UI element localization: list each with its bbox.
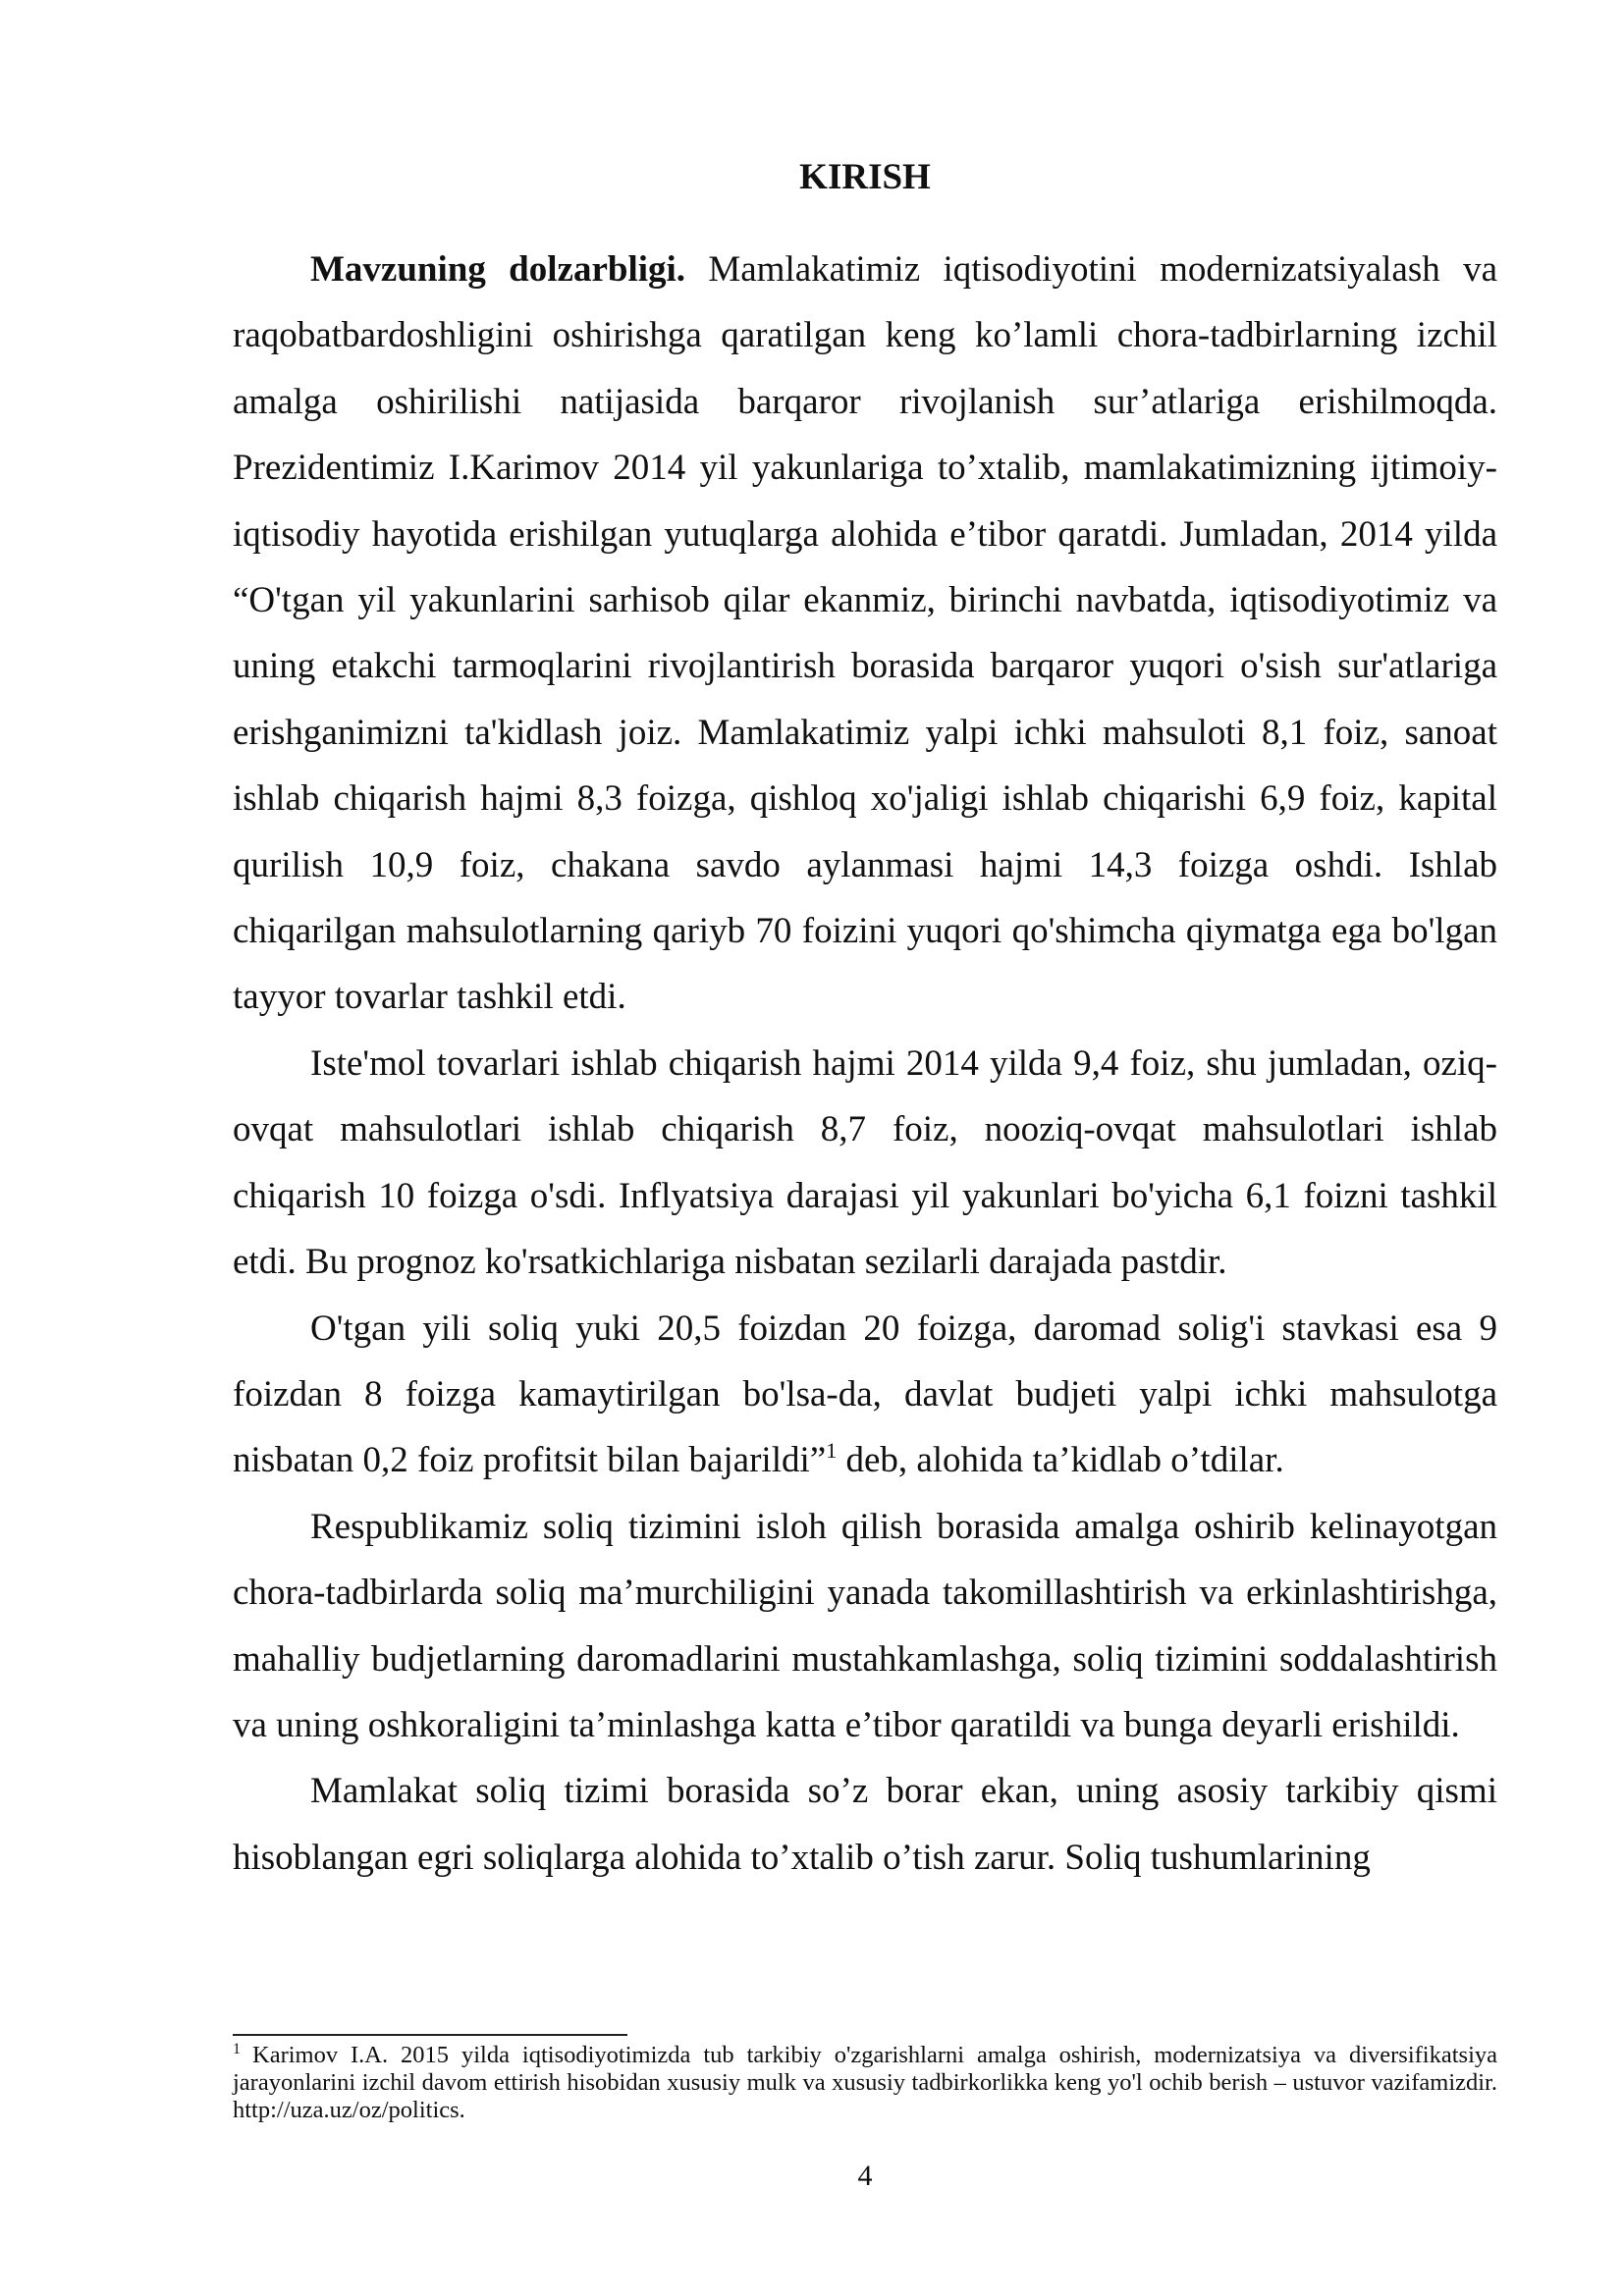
paragraph-indirect-taxes: Mamlakat soliq tizimi borasida so’z borar ekan, uning asosiy tarkibiy qismi hisoblangan egri soliqlarga alohida to’xtalib o’tish zarur. Soliq tushumlarining	[233, 1771, 1497, 1878]
paragraph-text: deb, alohida ta’kidlab o’tdilar.	[837, 1440, 1284, 1481]
paragraph-text: Mamlakatimiz iqtisodiyotini modernizatsiyalash va raqobatbardoshligini oshirishga qaratilgan keng ko’lamli chora-tadbirlarning izchil amalga oshirilishi natijasida barqaror rivojlanish sur’atlariga erishilmoqda. Prezidentimiz I.Karimov 2014 yil yakunlariga to’xtalib, mamlakatimizning ijtimoiy- iqtisodiy hayotida erishilgan yutuqlarga alohida e’tibor qaratdi. Jumladan, 2014 yilda “O'tgan yil yakunlarini sarhisob qilar ekanmiz, birinchi navbatda, iqtisodiyotimiz va uning etakchi tarmoqlarini rivojlantirish borasida barqaror yuqori o'sish sur'atlariga erishganimizni ta'kidlash joiz. Mamlakatimiz yalpi ichki mahsuloti 8,1 foiz, sanoat ishlab chiqarish hajmi 8,3 foizga, qishloq xo'jaligi ishlab chiqarishi 6,9 foiz, kapital qurilish 10,9 foiz, chakana savdo aylanmasi hajmi 14,3 foizga oshdi. Ishlab chiqarilgan mahsulotlarning qariyb 70 foizini yuqori qo'shimcha qiymatga ega bo'lgan tayyor tovarlar tashkil etdi.	[233, 249, 1497, 1018]
paragraph-relevance	[233, 237, 1497, 1031]
page-heading: KIRISH	[799, 157, 931, 197]
footnote-number: 1	[233, 2041, 241, 2057]
paragraph-consumer-goods: Iste'mol tovarlari ishlab chiqarish hajmi 2014 yilda 9,4 foiz, shu jumladan, oziq-ovqat mahsulotlari ishlab chiqarish 8,7 foiz, nooziq-ovqat mahsulotlari ishlab chiqarish 10 foizga o'sdi. Inflyatsiya darajasi yil yakunlari bo'yicha 6,1 foizni tashkil etdi. Bu prognoz ko'rsatkichlariga nisbatan sezilarli darajada pastdir.	[233, 1042, 1497, 1283]
paragraph-text: O'tgan yili soliq yuki 20,5 foizdan 20 foizga, daromad solig'i stavkasi esa 9 foizdan 8 foizga kamaytirilgan bo'lsa-da, davlat budjeti yalpi ichki mahsulotga nisbatan 0,2 foiz profitsit bilan bajarildi”	[233, 1308, 1497, 1481]
footnote-reference[interactable]: 1	[826, 1438, 838, 1464]
paragraph-tax-reform: Respublikamiz soliq tizimini isloh qilish borasida amalga oshirib kelinayotgan chora-tadbirlarda soliq ma’murchiligini yanada takomillashtirish va erkinlashtirishga, mahalliy budjetlarning daromadlarini mustahkamlashga, soliq tizimini soddalashtirish va uning oshkoraligini ta’minlashga katta e’tibor qaratildi va bunga deyarli erishildi.	[233, 1506, 1497, 1745]
paragraph-tax-burden	[233, 1296, 1497, 1494]
footnote-separator	[233, 2034, 627, 2036]
body-text	[233, 237, 1497, 1891]
document-page	[233, 0, 1497, 2296]
footnote	[233, 2042, 1497, 2124]
page-number: 4	[857, 2160, 873, 2192]
paragraph-lead: Mavzuning dolzarbligi.	[310, 249, 686, 290]
footnote-text: Karimov I.A. 2015 yilda iqtisodiyotimizda tub tarkibiy o'zgarishlarni amalga oshirish, modernizatsiya va diversifikatsiya jarayonlarini izchil davom ettirish hisobidan xususiy mulk va xususiy tadbirkorlikka keng yo'l ochib berish – ustuvor vazifamizdir. http://uza.uz/oz/politics.	[233, 2042, 1497, 2123]
